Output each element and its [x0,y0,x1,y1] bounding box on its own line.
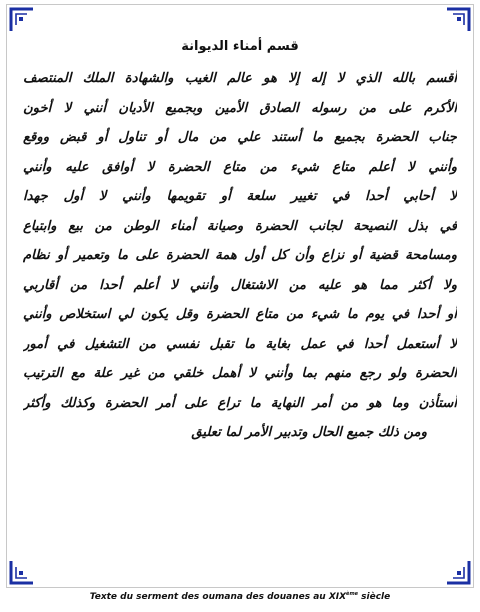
oath-line: أقسم بالله الذي لا إله إلا هو عالم الغيب والشهادة الملك المنتصف [23,71,457,86]
caption-main: Texte du serment des oumana des douanes au XIX [89,592,347,602]
document-title: قسم أمناء الديوانة [181,39,299,54]
oath-line: ومسامحة قضية أو نزاع وأن كل أول همة الحضرة على ما وتعمير أو نظام [23,248,457,263]
oath-line: وأنني لا أعلم متاع شيء من متاع الحضرة لا أوافق عليه وأنني [23,159,457,175]
oath-line: في بذل النصيحة لجانب الحضرة وصيانة أمناء الوطن من بيع وابتياع [23,218,457,234]
corner-ornament-icon [9,7,35,33]
oath-text [23,35,457,575]
oath-line: ومن ذلك جميع الحال وتدبير الأمر لما تعليق [191,425,427,440]
caption-tail: siècle [358,592,391,602]
oath-line: ولا أكثر مما هو عليه من الاشتغال وأنني لا أعلم أحدا من أقاربي [23,277,457,293]
oath-line: أستأذن وما هو من أمر النهاية ما تراع على أمر الحضرة وكذلك وأكثر [23,395,457,411]
oath-line: لا أحابي أحدا في تغيير سلعة أو تقويمها وأنني لا أول جهدا [23,189,457,204]
image-caption [0,591,480,602]
document-scan [6,4,474,588]
oath-line: لا أستعمل أحدا في عمل بغاية ما تقبل نفسي من التشغيل في أمور [23,336,457,352]
caption-superscript: ème [346,591,359,597]
corner-ornament-icon [445,7,471,33]
oath-line: جناب الحضرة بجميع ما أستند علي من مال أو تناول أو قبض ووقع [23,130,457,145]
oath-line: الأكرم على من رسوله الصادق الأمين وبجميع الأديان أنني لا أخون [23,100,457,116]
oath-line: الحضرة ولو رجع منهم بما وأنني لا أهمل خلقي من غير علة مع الترتيب [23,366,457,381]
oath-line: أو أحدا في يوم ما شيء من متاع الحضرة وقل يكون لي استخلاص وأنني [23,307,457,322]
